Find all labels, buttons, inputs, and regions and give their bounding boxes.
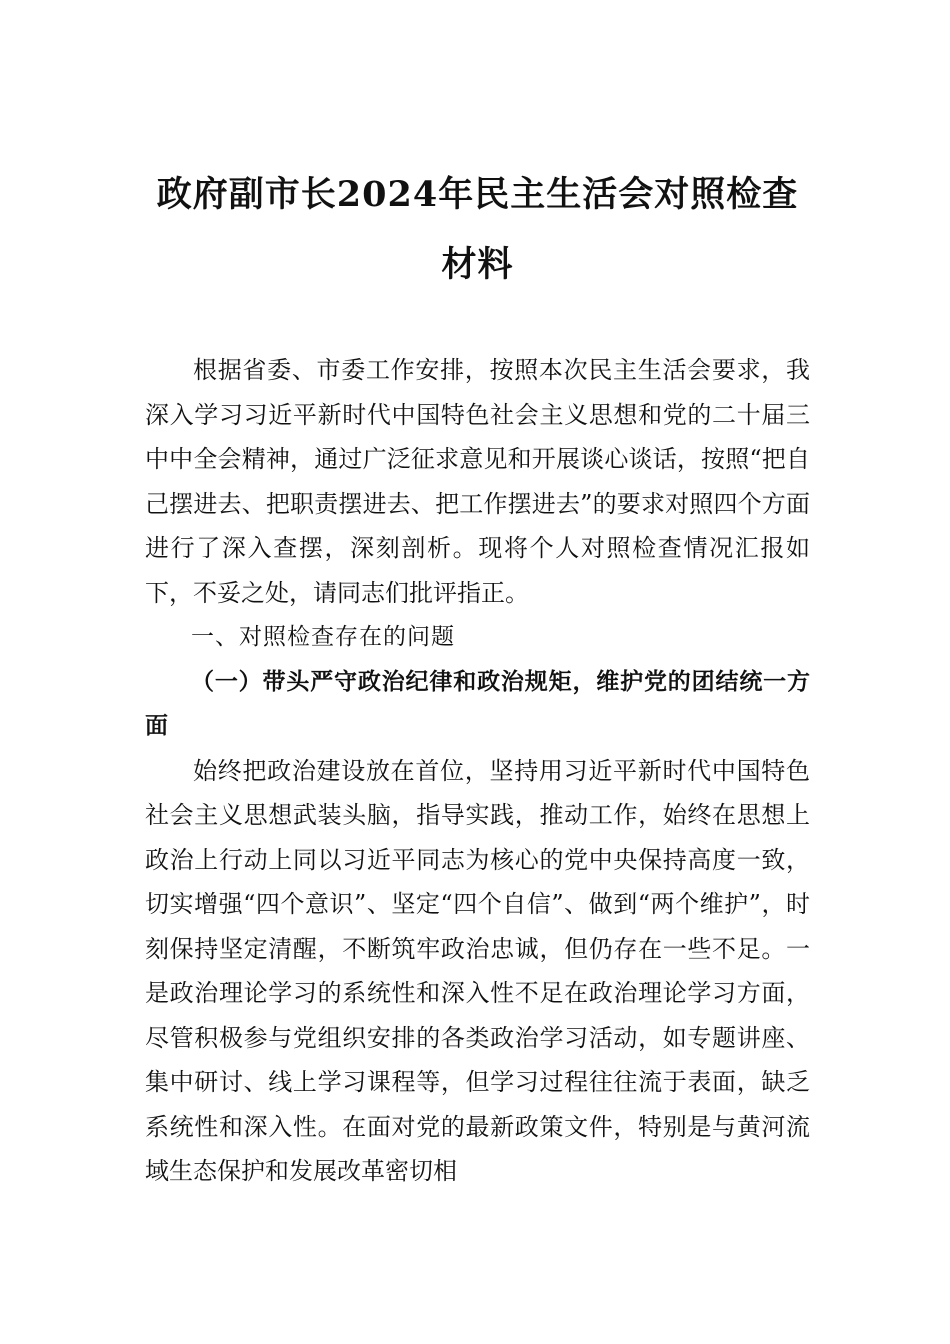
- subsection-heading: （一）带头严守政治纪律和政治规矩，维护党的团结统一方面: [145, 667, 810, 739]
- document-title: 政府副市长2024年民主生活会对照检查材料: [156, 174, 799, 285]
- section-heading: 一、对照检查存在的问题: [191, 624, 455, 650]
- document-body: [145, 348, 810, 1194]
- intro-paragraph: 根据省委、市委工作安排，按照本次民主生活会要求，我深入学习习近平新时代中国特色社会主义思想和党的二十届三中中全会精神，通过广泛征求意见和开展谈心谈话，按照“把自己摆进去、把职责摆进去、把工作摆进去”的要求对照四个方面进行了深入查摆，深刻剖析。现将个人对照检查情况汇报如下，不妥之处，请同志们批评指正。: [145, 356, 810, 607]
- body-paragraph: 始终把政治建设放在首位，坚持用习近平新时代中国特色社会主义思想武装头脑，指导实践，推动工作，始终在思想上政治上行动上同以习近平同志为核心的党中央保持高度一致，切实增强“四个意识”、坚定“四个自信”、做到“两个维护”，时刻保持坚定清醒，不断筑牢政治忠诚，但仍存在一些不足。一是政治理论学习的系统性和深入性不足在政治理论学习方面，尽管积极参与党组织安排的各类政治学习活动，如专题讲座、集中研讨、线上学习课程等，但学习过程往往流于表面，缺乏系统性和深入性。在面对党的最新政策文件，特别是与黄河流域生态保护和发展改革密切相: [145, 756, 810, 1185]
